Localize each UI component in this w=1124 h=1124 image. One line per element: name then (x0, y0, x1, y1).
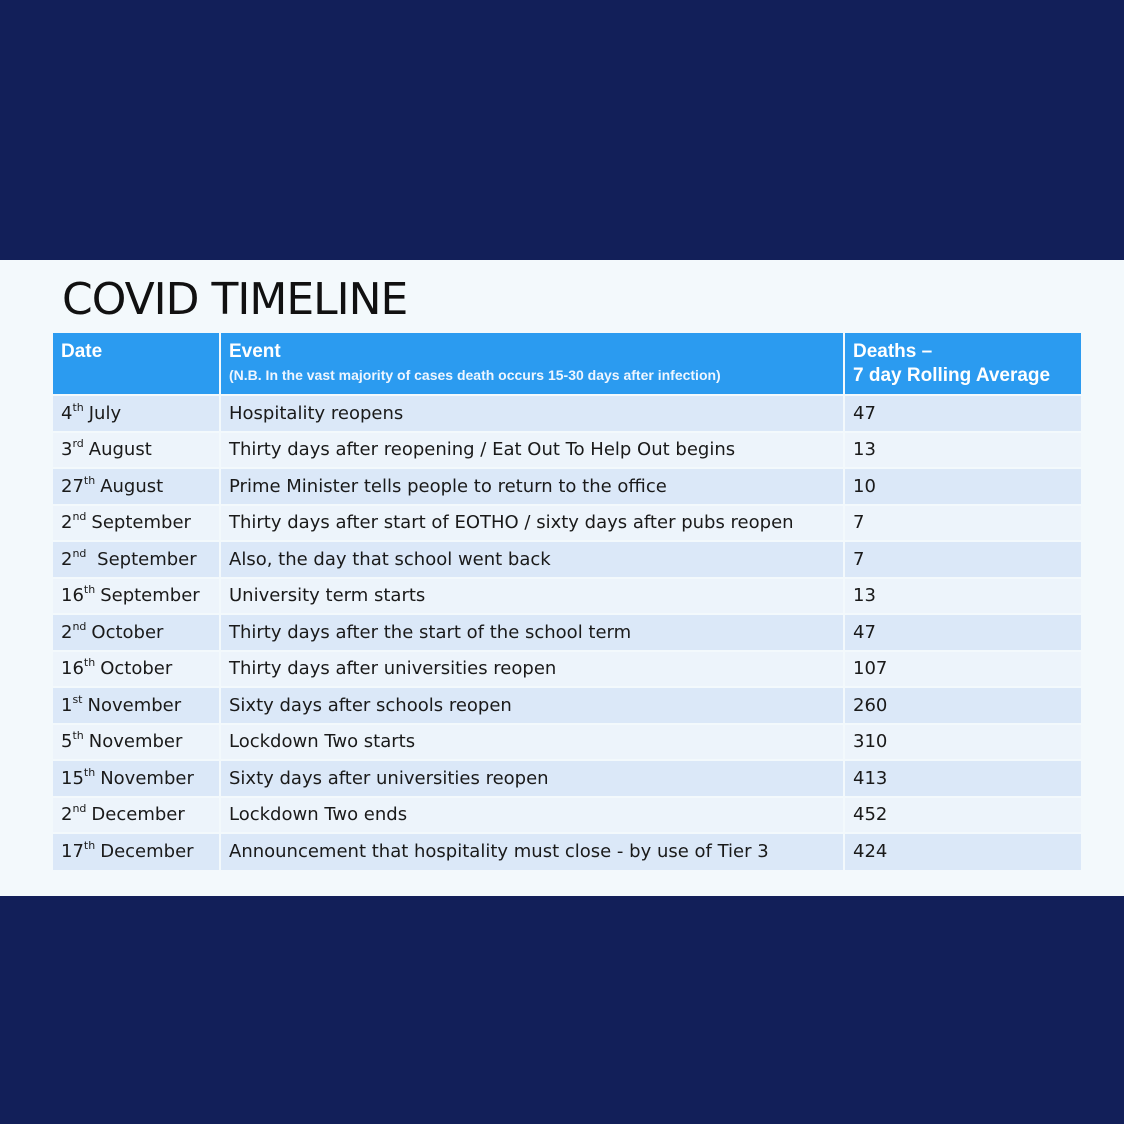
date-month: August (100, 475, 164, 497)
date-day: 2 (61, 621, 73, 643)
deaths-column-header (844, 333, 1081, 395)
table-row (53, 651, 1081, 688)
date-ordinal-suffix: nd (72, 510, 87, 524)
date-day: 17 (61, 841, 84, 863)
table-body (53, 395, 1081, 870)
date-cell (53, 614, 220, 651)
date-ordinal-suffix: th (83, 839, 96, 853)
page-title: COVID TIMELINE (62, 274, 408, 325)
date-month: November (100, 767, 194, 789)
date-day: 2 (61, 804, 73, 826)
table-row (53, 797, 1081, 834)
date-ordinal-suffix: th (83, 765, 96, 779)
date-month: September (100, 585, 200, 607)
slide (0, 260, 1124, 896)
date-cell (53, 505, 220, 542)
date-header-label: Date (61, 341, 103, 362)
date-day: 3 (61, 439, 73, 461)
date-cell (53, 578, 220, 615)
date-month: November (87, 694, 182, 716)
deaths-cell: 107 (844, 651, 1081, 688)
date-day: 16 (61, 585, 84, 607)
table-row (53, 614, 1081, 651)
date-month: August (88, 439, 152, 461)
date-day: 5 (61, 731, 73, 753)
event-cell: Prime Minister tells people to return to the office (220, 468, 844, 505)
event-cell: Thirty days after universities reopen (220, 651, 844, 688)
date-ordinal-suffix: rd (72, 437, 84, 451)
table-row (53, 760, 1081, 797)
date-day: 2 (61, 548, 73, 570)
deaths-cell: 310 (844, 724, 1081, 761)
date-cell (53, 541, 220, 578)
date-cell (53, 724, 220, 761)
date-ordinal-suffix: nd (72, 546, 87, 560)
date-cell (53, 797, 220, 834)
event-cell: Thirty days after the start of the school term (220, 614, 844, 651)
event-cell: University term starts (220, 578, 844, 615)
deaths-header-line2: 7 day Rolling Average (853, 365, 1051, 386)
header-row (53, 333, 1081, 395)
date-ordinal-suffix: th (83, 583, 96, 597)
date-cell (53, 432, 220, 469)
date-ordinal-suffix: st (72, 692, 83, 706)
date-ordinal-suffix: nd (72, 619, 87, 633)
date-cell (53, 651, 220, 688)
date-ordinal-suffix: th (83, 473, 96, 487)
event-cell: Announcement that hospitality must close - by use of Tier 3 (220, 833, 844, 870)
date-cell (53, 760, 220, 797)
date-month: October (100, 658, 173, 680)
table-header (53, 333, 1081, 395)
date-month: November (88, 731, 183, 753)
event-cell: Thirty days after start of EOTHO / sixty days after pubs reopen (220, 505, 844, 542)
table-row (53, 541, 1081, 578)
deaths-cell: 47 (844, 614, 1081, 651)
event-header-label: Event (229, 341, 281, 362)
date-cell (53, 687, 220, 724)
date-month: September (91, 548, 197, 570)
date-ordinal-suffix: th (72, 400, 84, 414)
table-row (53, 687, 1081, 724)
table-row (53, 505, 1081, 542)
date-month: December (91, 804, 185, 826)
date-month: July (88, 402, 122, 424)
date-cell (53, 833, 220, 870)
event-cell: Lockdown Two starts (220, 724, 844, 761)
date-month: December (100, 841, 194, 863)
deaths-cell: 7 (844, 505, 1081, 542)
table-row (53, 724, 1081, 761)
deaths-cell: 10 (844, 468, 1081, 505)
date-cell (53, 468, 220, 505)
deaths-cell: 260 (844, 687, 1081, 724)
date-day: 16 (61, 658, 84, 680)
deaths-cell: 7 (844, 541, 1081, 578)
deaths-cell: 13 (844, 578, 1081, 615)
table-row (53, 395, 1081, 432)
date-cell (53, 395, 220, 432)
event-cell: Lockdown Two ends (220, 797, 844, 834)
deaths-cell: 413 (844, 760, 1081, 797)
date-ordinal-suffix: th (83, 656, 96, 670)
timeline-table (53, 333, 1081, 870)
event-cell: Sixty days after schools reopen (220, 687, 844, 724)
event-header-note: (N.B. In the vast majority of cases death occurs 15-30 days after infection) (229, 367, 721, 383)
deaths-cell: 47 (844, 395, 1081, 432)
deaths-header-line1: Deaths – (853, 341, 933, 362)
deaths-cell: 13 (844, 432, 1081, 469)
date-day: 4 (61, 402, 73, 424)
date-day: 27 (61, 475, 84, 497)
date-month: October (91, 621, 164, 643)
event-cell: Thirty days after reopening / Eat Out To Help Out begins (220, 432, 844, 469)
table-row (53, 468, 1081, 505)
date-day: 2 (61, 512, 73, 534)
event-cell: Also, the day that school went back (220, 541, 844, 578)
table-row (53, 833, 1081, 870)
event-cell: Sixty days after universities reopen (220, 760, 844, 797)
deaths-cell: 452 (844, 797, 1081, 834)
deaths-cell: 424 (844, 833, 1081, 870)
date-column-header (53, 333, 220, 395)
date-day: 15 (61, 767, 84, 789)
date-ordinal-suffix: th (72, 729, 84, 743)
event-column-header (220, 333, 844, 395)
date-ordinal-suffix: nd (72, 802, 87, 816)
table-row (53, 432, 1081, 469)
date-day: 1 (61, 694, 73, 716)
event-cell: Hospitality reopens (220, 395, 844, 432)
date-month: September (91, 512, 191, 534)
table-row (53, 578, 1081, 615)
